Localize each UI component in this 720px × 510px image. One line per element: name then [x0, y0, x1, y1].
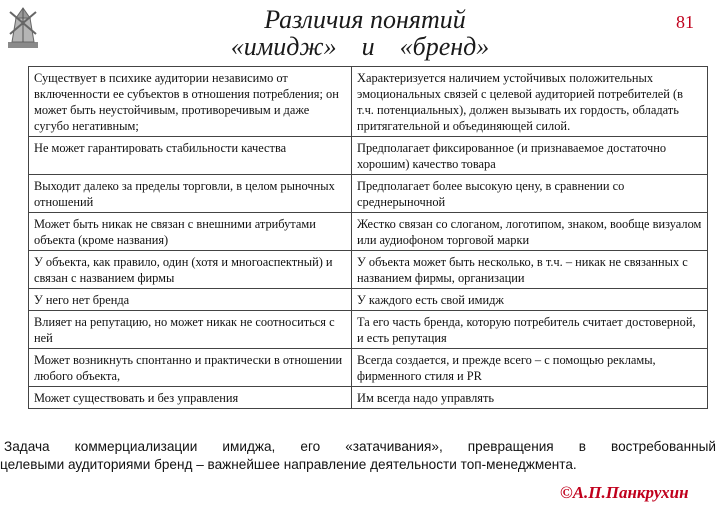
brand-property-cell: Предполагает фиксированное (и признаваемое достаточно хорошим) качество товара [352, 137, 708, 175]
title-line-2 [0, 33, 720, 60]
image-property-cell: Может быть никак не связан с внешними атрибутами объекта (кроме названия) [29, 213, 352, 251]
image-property-cell: У объекта, как правило, один (хотя и многоаспектный) и связан с названием фирмы [29, 251, 352, 289]
brand-property-cell: Та его часть бренда, которую потребитель считает достоверной, и есть репутация [352, 311, 708, 349]
image-property-cell: У него нет бренда [29, 289, 352, 311]
brand-property-cell: Жестко связан со слоганом, логотипом, знаком, вообще визуалом или аудиофоном торговой марки [352, 213, 708, 251]
brand-property-cell: Всегда создается, и прежде всего – с помощью рекламы, фирменного стиля и PR [352, 349, 708, 387]
title-term-image: «имидж» [230, 32, 337, 61]
table-row [29, 387, 708, 409]
table-row [29, 175, 708, 213]
comparison-table [28, 66, 708, 409]
image-property-cell: Выходит далеко за пределы торговли, в целом рыночных отношений [29, 175, 352, 213]
footer-line-2: целевыми аудиториями бренд – важнейшее направление деятельности топ-менеджмента. [0, 457, 577, 472]
footer-line-1: Задача коммерциализации имиджа, его «затачивания», превращения в востребованный [4, 439, 716, 454]
slide-title [0, 6, 720, 60]
table-row [29, 349, 708, 387]
brand-property-cell: У объекта может быть несколько, в т.ч. – никак не связанных с названием фирмы, организации [352, 251, 708, 289]
table-row [29, 289, 708, 311]
table-row [29, 137, 708, 175]
image-property-cell: Влияет на репутацию, но может никак не соотноситься с ней [29, 311, 352, 349]
brand-property-cell: Предполагает более высокую цену, в сравнении со среднерыночной [352, 175, 708, 213]
author-signature: ©А.П.Панкрухин [560, 483, 689, 502]
title-term-brand: «бренд» [399, 32, 490, 61]
image-property-cell: Не может гарантировать стабильности качества [29, 137, 352, 175]
table-row [29, 213, 708, 251]
table-row [29, 251, 708, 289]
footer-text [0, 438, 720, 474]
image-property-cell: Может существовать и без управления [29, 387, 352, 409]
image-property-cell: Существует в психике аудитории независимо от включенности ее субъектов в отношения потребления; он может быть неустойчивым, противоречивым и даже сугубо негативным; [29, 67, 352, 137]
brand-property-cell: Характеризуется наличием устойчивых положительных эмоциональных связей с целевой аудиторией потребителей (в т.ч. потенциальных), должен вызывать их гордость, обладать притягательной и объединяющей силой. [352, 67, 708, 137]
title-conjunction: и [361, 32, 375, 61]
table-row [29, 311, 708, 349]
brand-property-cell: У каждого есть свой имидж [352, 289, 708, 311]
table-row [29, 67, 708, 137]
image-property-cell: Может возникнуть спонтанно и практически в отношении любого объекта, [29, 349, 352, 387]
page-number: 81 [676, 12, 694, 32]
brand-property-cell: Им всегда надо управлять [352, 387, 708, 409]
title-line-1: Различия понятий [264, 5, 466, 34]
